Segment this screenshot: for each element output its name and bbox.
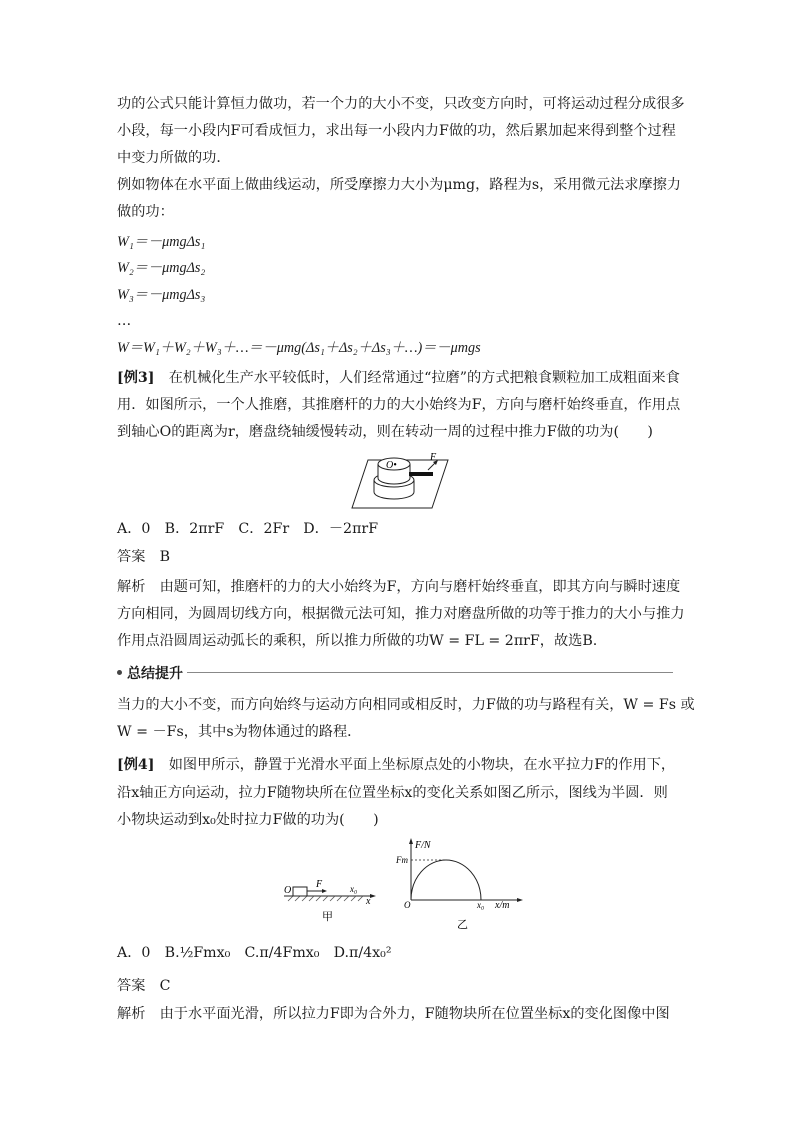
yi-label-o: O xyxy=(404,900,411,910)
example3-explanation-line-2: 方向相同，为圆周切线方向，根据微元法可知，推力对磨盘所做的功等于推力的大小与推力 xyxy=(117,606,685,622)
yi-xlabel: x/m xyxy=(495,900,510,911)
yi-caption: 乙 xyxy=(457,919,468,931)
example3-question-line-3: 到轴心O的距离为r，磨盘绕轴缓慢转动，则在转动一周的过程中推力F做的功为( ) xyxy=(117,424,653,440)
example3-tag: [例3] xyxy=(117,370,155,386)
example3-question-line-2: 用．如图所示，一个人推磨，其推磨杆的力的大小始终为F，方向与磨杆始终垂直，作用点 xyxy=(117,397,681,413)
example3-q1: 在机械化生产水平较低时，人们经常通过“拉磨”的方式把粮食颗粒加工成粗面来食 xyxy=(154,370,680,386)
example4-options: A．0 B.½Fmx₀ C.π/4Fmx₀ D.π/4x₀² xyxy=(117,945,392,961)
summary-line-1: 当力的大小不变，而方向始终与运动方向相同或相反时，力F做的功与路程有关，W = Fs 或 xyxy=(117,697,695,713)
jia-caption: 甲 xyxy=(322,911,333,922)
intro-line-3: 中变力所做的功． xyxy=(117,150,231,166)
jia-label-x: x xyxy=(366,896,371,907)
example3-explanation-line-3: 作用点沿圆周运动弧长的乘积，所以推力所做的功W = FL = 2πrF，故选B. xyxy=(117,633,598,649)
millstone-figure xyxy=(350,450,450,512)
equation-w2: W₂＝－μmgΔs₂ xyxy=(117,260,206,276)
example3-answer: 答案 B xyxy=(117,549,170,565)
jia-label-f: F xyxy=(316,879,323,890)
figure-jia xyxy=(280,870,380,922)
summary-divider xyxy=(187,672,673,673)
y-axis-arrowhead xyxy=(409,838,413,844)
yi-ylabel: F/N xyxy=(415,840,431,851)
intro-line-4: 例如物体在水平面上做曲线运动，所受摩擦力大小为μmg，路程为s，采用微元法求摩擦力 xyxy=(117,177,681,193)
intro-line-1: 功的公式只能计算恒力做功，若一个力的大小不变，只改变方向时，可将运动过程分成很多 xyxy=(117,96,685,112)
yi-label-x0: x₀ xyxy=(477,900,485,910)
example4-question-line-3: 小物块运动到x₀处时拉力F做的功为( ) xyxy=(117,812,379,828)
pull-arrowhead xyxy=(322,889,327,893)
equation-w1: W₁＝－μmgΔs₁ xyxy=(117,234,206,250)
push-rod xyxy=(409,472,433,476)
example4-tag: [例4] xyxy=(117,757,155,773)
figure-label-f: F xyxy=(430,452,437,463)
block xyxy=(293,887,307,896)
semicircle-curve xyxy=(411,860,481,900)
intro-line-5: 做的功： xyxy=(117,204,174,220)
example4-answer: 答案 C xyxy=(117,978,171,994)
example3-question-line-1 xyxy=(117,369,680,387)
equation-ellipsis: … xyxy=(117,313,132,329)
intro-line-2: 小段，每一小段内F可看成恒力，求出每一小段内力F做的功，然后累加起来得到整个过程 xyxy=(117,123,676,139)
summary-title: 总结提升 xyxy=(127,666,183,682)
example4-q1: 如图甲所示，静置于光滑水平面上坐标原点处的小物块，在水平拉力F的作用下， xyxy=(154,757,676,773)
example3-options: A．0 B．2πrF C．2Fr D．－2πrF xyxy=(117,521,379,537)
ground-hatching xyxy=(288,896,363,901)
figure-label-o: O• xyxy=(386,460,397,471)
equation-w3: W₃＝－μmgΔs₃ xyxy=(117,287,206,303)
x-axis-arrowhead xyxy=(370,894,376,898)
x-axis-arrowhead xyxy=(517,898,523,902)
summary-bullet-icon xyxy=(117,670,122,675)
summary-line-2: W = －Fs，其中s为物体通过的路程． xyxy=(117,724,362,740)
yi-label-fm: Fm xyxy=(396,855,408,865)
example4-explanation-line-1: 解析 由于水平面光滑，所以拉力F即为合外力，F随物块所在位置坐标x的变化图像中图 xyxy=(117,1006,670,1022)
jia-label-x0: x₀ xyxy=(350,884,358,894)
summary-header xyxy=(117,663,673,681)
example3-explanation-line-1: 解析 由题可知，推磨杆的力的大小始终为F，方向与磨杆始终垂直，即其方向与瞬时速度 xyxy=(117,579,681,595)
equation-total: W＝W₁＋W₂＋W₃＋…＝－μmg(Δs₁＋Δs₂＋Δs₃＋…)＝－μmgs xyxy=(117,340,481,356)
example4-question-line-1 xyxy=(117,756,675,774)
jia-label-o: O xyxy=(284,885,292,896)
example4-question-line-2: 沿x轴正方向运动，拉力F随物块所在位置坐标x的变化关系如图乙所示，图线为半圆．则 xyxy=(117,785,668,801)
figure-yi xyxy=(395,836,530,932)
